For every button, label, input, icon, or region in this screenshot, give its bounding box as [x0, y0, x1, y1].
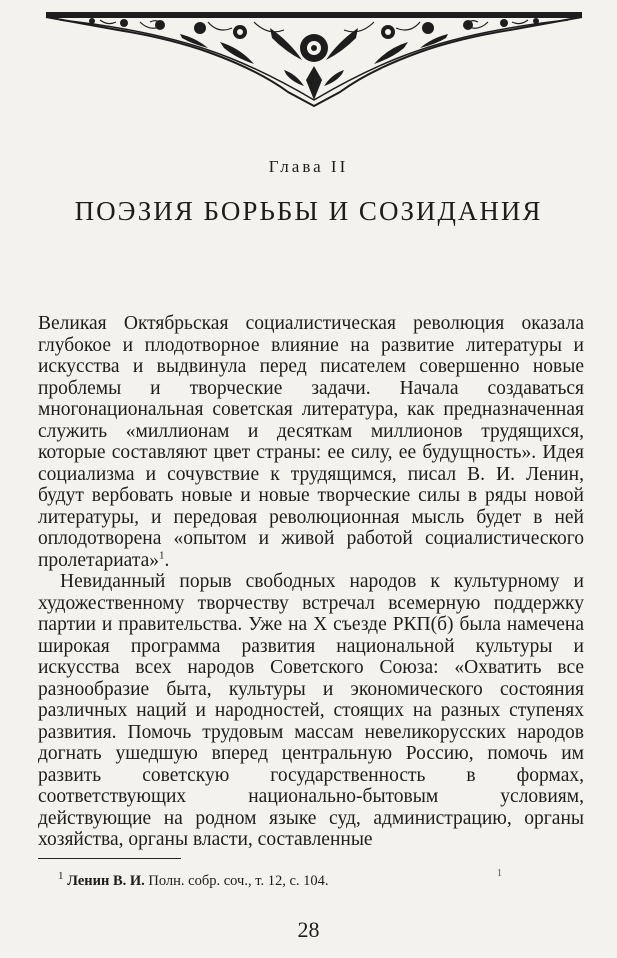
- paragraph-1: Великая Октябрьская социалистическая революция оказала глубокое и плодотворное влияние на развитие литературы и искусства и выдвинула перед писателем совершенно новые проблемы и творческие задачи. Начала создаваться многонациональная советская литература, как предназначенная служить «миллионам и десяткам миллионов трудящихся, которые составляют цвет страны: ее силу, ее будущность». Идея социализма и сочувствие к трудящимся, писал В. И. Ленин, будут вербовать новые и новые творческие силы в ряды новой литературы, и передовая революционная мысль будет в ней оплодотворена «опытом и живой работой социалистического пролетариата»$^1$.: [38, 313, 584, 571]
- paragraph-2-text: Невиданный порыв свободных народов к культурному и художественному творчеству встречал всемерную поддержку партии и правительства. Уже на X съезде РКП(б) была намечена широкая программа развития национальной культуры и искусства всех народов Советского Союза: «Охватить все разнообразие быта, культуры и экономического состояния различных наций и народностей, стоящих на разных ступенях развития. Помочь трудовым массам невеликорусских народов догнать ушедшую вперед центральную Россию, помочь им развить советскую государственность в формах, соответствующих национально-бытовым условиям, действующие на родном языке суд, администрацию, органы хозяйства, органы власти, составленные: [38, 571, 584, 850]
- footnote: [58, 870, 329, 890]
- decorative-headpiece-ornament: [40, 8, 588, 108]
- page-number: 28: [297, 917, 320, 942]
- paragraph-2: [38, 571, 584, 851]
- footnote-number: 1: [58, 870, 64, 883]
- footnote-author: Ленин В. И.: [67, 873, 145, 889]
- stray-mark: 1: [497, 868, 502, 879]
- chapter-label: Глава II: [268, 157, 349, 176]
- main-text: [38, 313, 584, 851]
- footnote-divider: [38, 858, 181, 859]
- chapter-title: ПОЭЗИЯ БОРЬБЫ И СОЗИДАНИЯ: [74, 196, 543, 226]
- footnote-source: Полн. собр. соч., т. 12, с. 104.: [148, 873, 329, 889]
- paragraph-1-text: Великая Октябрьская социалистическая революция оказала глубокое и плодотворное влияние на развитие литературы и искусства и выдвинула перед писателем совершенно новые проблемы и творческие задачи. Начала создаваться многонациональная советская литература, как предназначенная служить «миллионам и десяткам миллионов трудящихся, которые составляют цвет страны: ее силу, ее будущность». Идея социализма и сочувствие к трудящимся, писал В. И. Ленин, будут вербовать новые и новые творческие силы в ряды новой литературы, и передовая революционная мысль будет в ней оплодотворена «опытом и живой работой социалистического пролетариата»: [38, 313, 584, 571]
- footnote-reference: 1: [158, 549, 165, 561]
